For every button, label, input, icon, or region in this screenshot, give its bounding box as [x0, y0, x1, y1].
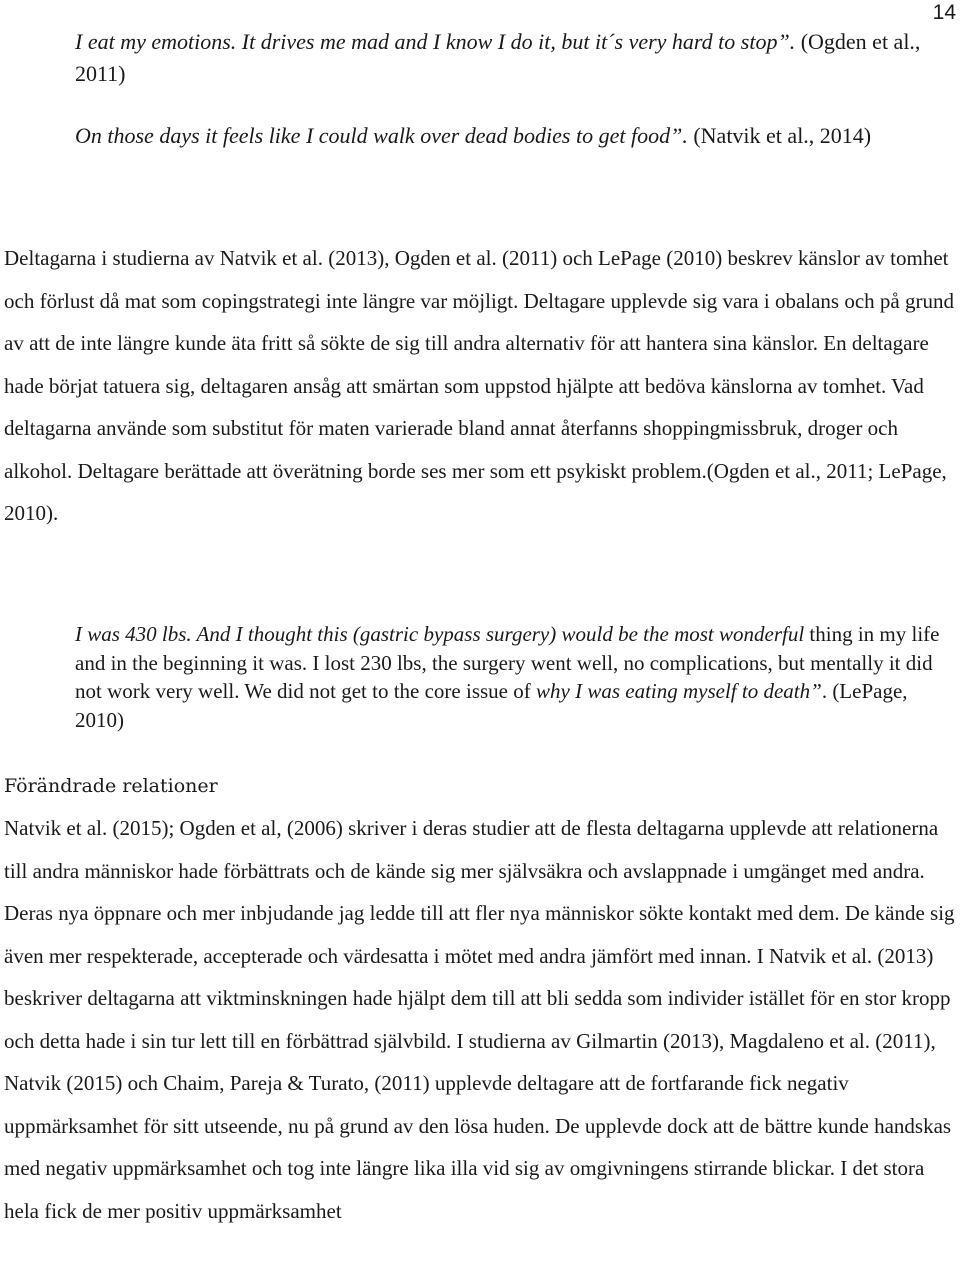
quote-text-end: why I was eating myself to death” — [536, 679, 822, 703]
quote-citation: (Ogden et al., 2011) — [75, 29, 921, 86]
body-paragraph: Deltagarna i studierna av Natvik et al. (2013), Ogden et al. (2011) och LePage (2010) beskrev känslor av tomhet och förlust då mat som copingstrategi inte längre var möjligt. Deltagare upplevde sig vara i obalans och på grund av att de inte längre kunde äta fritt så sökte de sig till andra alternativ för att hantera sina känslor. En deltagare hade börjat tatuera sig, deltagaren ansåg att smärtan som uppstod hjälpte att bedöva känslorna av tomhet. Vad deltagarna använde som substitut för maten varierade bland annat återfanns shoppingmissbruk, droger och alkohol. Deltagare berättade att överätning borde ses mer som ett psykiskt problem.(Ogden et al., 2011; LePage, 2010). — [4, 246, 954, 525]
quote-citation: (Natvik et al., 2014) — [687, 123, 872, 148]
quote-block — [75, 620, 955, 734]
section-heading: Förändrade relationer — [4, 775, 218, 797]
quote-block — [75, 26, 955, 90]
quote-text-plain: thing in my life and in the beginning it was. I lost 230 lbs, the surgery went well, no complications, but mentally it did not work very well. We did not get to the core issue of — [75, 622, 940, 703]
quote-text: On those days it feels like I could walk over dead bodies to get food”. — [75, 123, 688, 148]
page-number: 14 — [932, 1, 956, 24]
quote-block — [75, 120, 955, 152]
quote-text: I was 430 lbs. And I thought this (gastric bypass surgery) would be the most wonderful — [75, 622, 805, 646]
quote-text: I eat my emotions. It drives me mad and I know I do it, but it´s very hard to stop”. — [75, 29, 796, 54]
body-paragraph: Natvik et al. (2015); Ogden et al, (2006) skriver i deras studier att de flesta deltagarna upplevde att relationerna till andra människor hade förbättrats och de kände sig mer självsäkra och avslappnade i umgänget med andra. Deras nya öppnare och mer inbjudande jag ledde till att fler nya människor sökte kontakt med dem. De kände sig även mer respekterade, accepterade och värdesatta i mötet med andra jämfört med innan. I Natvik et al. (2013) beskriver deltagarna att viktminskningen hade hjälpt dem till att bli sedda som individer istället för en stor kropp och detta hade i sin tur lett till en förbättrad självbild. I studierna av Gilmartin (2013), Magdaleno et al. (2011), Natvik (2015) och Chaim, Pareja & Turato, (2011) upplevde deltagare att de fortfarande fick negativ uppmärksamhet för sitt utseende, nu på grund av den lösa huden. De upplevde dock att de bättre kunde handskas med negativ uppmärksamhet och tog inte längre lika illa vid sig av omgivningens stirrande blickar. I det stora hela fick de mer positiv uppmärksamhet — [4, 816, 955, 1223]
quote-citation: . (LePage, 2010) — [75, 679, 908, 732]
